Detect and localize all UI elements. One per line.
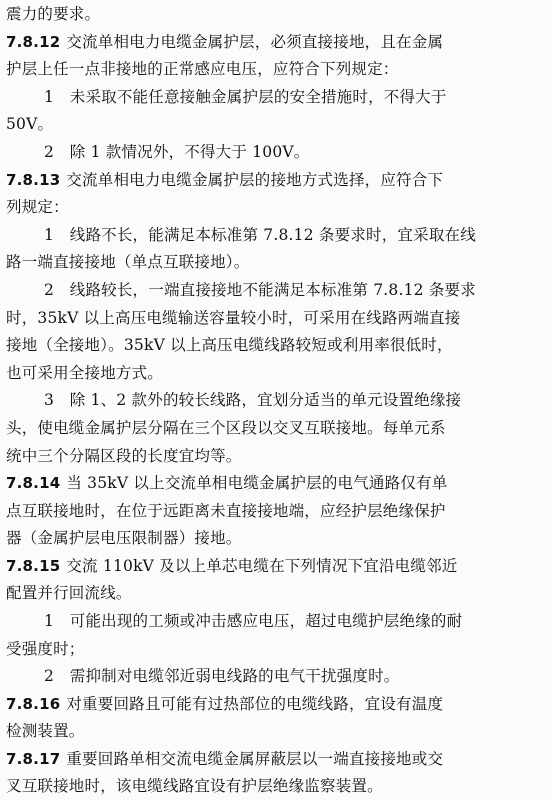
clause-7-8-17-line-2: 叉互联接地时，该电缆线路宜设有护层绝缘监察装置。 bbox=[6, 777, 383, 795]
clause-7-8-13-item-3-cont-2: 统中三个分隔区段的长度宜均等。 bbox=[6, 447, 242, 465]
clause-7-8-13-item-2-cont-2: 接地（全接地）。35kV 以上高压电缆线路较短或利用率很低时， bbox=[6, 336, 453, 354]
clause-7-8-13-item-3: 3 除 1、2 款外的较长线路，宜划分适当的单元设置绝缘接 bbox=[44, 391, 462, 409]
clause-7-8-15-line-2: 配置并行回流线。 bbox=[6, 584, 132, 602]
clause-7-8-14-line-2: 点互联接地时，在位于远距离未直接接地端，应经护层绝缘保护 bbox=[6, 502, 446, 520]
clause-7-8-15-line-1: 7.8.15 交流 110kV 及以上单芯电缆在下列情况下宜沿电缆邻近 bbox=[6, 557, 458, 575]
clause-7-8-13-item-1-cont: 路一端直接接地（单点互联接地）。 bbox=[6, 253, 250, 271]
clause-7-8-13-line-1: 7.8.13 交流单相电力电缆金属护层的接地方式选择，应符合下 bbox=[6, 171, 444, 189]
clause-7-8-13-item-3-cont-1: 头，使电缆金属护层分隔在三个区段以交叉互联接地。每单元系 bbox=[6, 419, 446, 437]
clause-7-8-15-item-1-cont: 受强度时； bbox=[6, 640, 85, 658]
clause-7-8-12-item-2: 2 除 1 款情况外，不得大于 100V。 bbox=[44, 143, 310, 161]
clause-7-8-13-item-2: 2 线路较长，一端直接接地不能满足本标准第 7.8.12 条要求 bbox=[44, 281, 476, 299]
clause-7-8-16-line-2: 检测装置。 bbox=[6, 722, 85, 740]
clause-7-8-12-line-1: 7.8.12 交流单相电力电缆金属护层，必须直接接地，且在金属 bbox=[6, 33, 444, 51]
clause-7-8-15-item-2: 2 需抑制对电缆邻近弱电线路的电气干扰强度时。 bbox=[44, 667, 400, 685]
clause-7-8-13-item-1: 1 线路不长，能满足本标准第 7.8.12 条要求时，宜采取在线 bbox=[44, 226, 476, 244]
clause-7-8-14-line-1: 7.8.14 当 35kV 以上交流单相电缆金属护层的电气通路仅有单 bbox=[6, 474, 448, 492]
clause-7-8-15-item-1: 1 可能出现的工频或冲击感应电压，超过电缆护层绝缘的耐 bbox=[44, 612, 463, 630]
clause-7-8-17-line-1: 7.8.17 重要回路单相交流电缆金属屏蔽层以一端直接接地或交 bbox=[6, 750, 444, 768]
clause-7-8-12-line-2: 护层上任一点非接地的正常感应电压，应符合下列规定： bbox=[6, 60, 399, 78]
clause-7-8-13-item-2-cont-3: 也可采用全接地方式。 bbox=[6, 364, 164, 382]
clause-7-8-16-line-1: 7.8.16 对重要回路且可能有过热部位的电缆线路，宜设有温度 bbox=[6, 695, 444, 713]
clause-7-8-12-item-1-cont: 50V。 bbox=[6, 115, 54, 133]
clause-7-8-14-line-3: 器（金属护层电压限制器）接地。 bbox=[6, 529, 242, 547]
clause-7-8-13-line-2: 列规定： bbox=[6, 198, 69, 216]
clause-7-8-13-item-2-cont-1: 时，35kV 以上高压电缆输送容量较小时，可采用在线路两端直接 bbox=[6, 309, 461, 327]
clause-7-8-12-item-1: 1 未采取不能任意接触金属护层的安全措施时，不得大于 bbox=[44, 88, 447, 106]
text-line-1: 震力的要求。 bbox=[6, 5, 101, 23]
